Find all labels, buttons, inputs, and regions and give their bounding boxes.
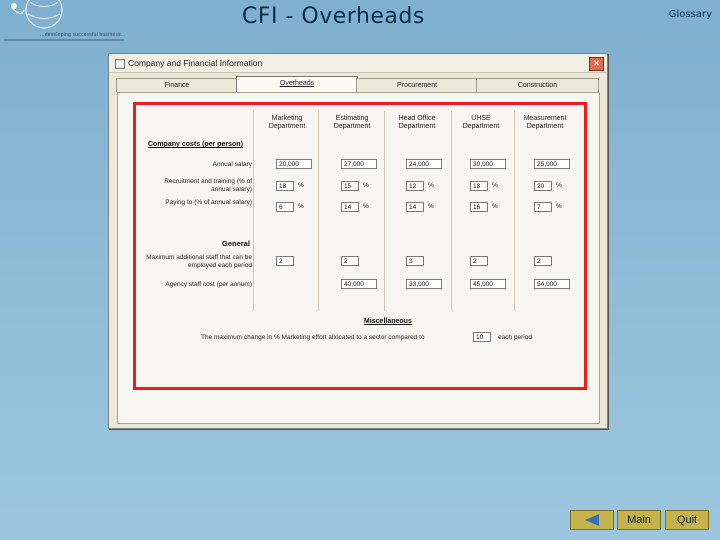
col-header-uhse: UHSE Department bbox=[462, 115, 500, 130]
col-header-measurement: Measurement Department bbox=[523, 115, 567, 130]
annual-salary-measurement[interactable]: 25,000 bbox=[534, 159, 570, 169]
col-header-estimating: Estimating Department bbox=[333, 115, 371, 130]
annual-salary-head-office[interactable]: 24,000 bbox=[406, 159, 442, 169]
agency-cost-uhse[interactable]: 45,000 bbox=[470, 279, 506, 289]
recruitment-marketing[interactable]: 18 bbox=[276, 181, 294, 191]
annual-salary-estimating[interactable]: 27,000 bbox=[341, 159, 377, 169]
agency-cost-head-office[interactable]: 33,000 bbox=[406, 279, 442, 289]
recruitment-uhse[interactable]: 18 bbox=[470, 181, 488, 191]
agency-cost-measurement[interactable]: 54,000 bbox=[534, 279, 570, 289]
percent-sign: % bbox=[492, 182, 498, 189]
percent-sign: % bbox=[428, 182, 434, 189]
recruitment-measurement[interactable]: 20 bbox=[534, 181, 552, 191]
max-staff-uhse[interactable]: 2 bbox=[470, 256, 488, 266]
column-divider bbox=[318, 111, 319, 311]
tab-finance[interactable]: Finance bbox=[116, 78, 238, 92]
percent-sign: % bbox=[428, 203, 434, 210]
max-staff-head-office[interactable]: 3 bbox=[406, 256, 424, 266]
window-icon bbox=[115, 59, 125, 69]
col-header-marketing: Marketing Department bbox=[268, 115, 306, 130]
company-costs-heading: Company costs (per person) bbox=[148, 141, 243, 148]
percent-sign: % bbox=[363, 182, 369, 189]
company-financial-dialog bbox=[108, 53, 608, 429]
recruitment-estimating[interactable]: 15 bbox=[341, 181, 359, 191]
column-divider bbox=[253, 111, 254, 311]
misc-change-input[interactable]: 10 bbox=[473, 332, 491, 342]
misc-suffix: each period bbox=[498, 334, 532, 341]
dialog-title: Company and Financial Information bbox=[128, 58, 263, 68]
recruitment-label: Recruitment and training (% of annual salary) bbox=[164, 178, 252, 193]
general-heading: General bbox=[222, 239, 250, 248]
agency-cost-estimating[interactable]: 40,000 bbox=[341, 279, 377, 289]
glossary-link[interactable]: Glossary bbox=[668, 9, 712, 20]
recruitment-head-office[interactable]: 12 bbox=[406, 181, 424, 191]
max-staff-marketing[interactable]: 2 bbox=[276, 256, 294, 266]
percent-sign: % bbox=[556, 182, 562, 189]
annual-salary-marketing[interactable]: 20,000 bbox=[276, 159, 312, 169]
paying-uhse[interactable]: 16 bbox=[470, 202, 488, 212]
paying-label: Paying to (% of annual salary) bbox=[165, 199, 252, 206]
percent-sign: % bbox=[363, 203, 369, 210]
paying-marketing[interactable]: 6 bbox=[276, 202, 294, 212]
dialog-titlebar bbox=[109, 54, 607, 73]
page-title: CFI - Overheads bbox=[242, 4, 425, 29]
annual-salary-label: Annual salary bbox=[212, 161, 252, 168]
paying-estimating[interactable]: 14 bbox=[341, 202, 359, 212]
tab-strip bbox=[116, 78, 598, 92]
overheads-panel bbox=[117, 92, 600, 424]
tab-construction[interactable]: Construction bbox=[476, 78, 599, 92]
annual-salary-uhse[interactable]: 30,000 bbox=[470, 159, 506, 169]
paying-measurement[interactable]: 7 bbox=[534, 202, 552, 212]
percent-sign: % bbox=[492, 203, 498, 210]
logo-tagline: ...developing successful business... bbox=[40, 32, 126, 38]
tab-overheads[interactable]: Overheads bbox=[236, 76, 358, 93]
max-staff-measurement[interactable]: 2 bbox=[534, 256, 552, 266]
tab-procurement[interactable]: Procurement bbox=[356, 78, 478, 92]
column-divider bbox=[451, 111, 452, 311]
arrow-left-icon bbox=[585, 514, 599, 526]
paying-head-office[interactable]: 14 bbox=[406, 202, 424, 212]
main-button[interactable]: Main bbox=[617, 510, 661, 530]
max-staff-estimating[interactable]: 2 bbox=[341, 256, 359, 266]
col-header-head-office: Head Office Department bbox=[398, 115, 436, 130]
close-button[interactable]: × bbox=[589, 57, 604, 71]
back-button[interactable] bbox=[570, 510, 614, 530]
column-divider bbox=[514, 111, 515, 311]
misc-heading: Miscellaneous bbox=[364, 318, 412, 325]
max-staff-label: Maximum additional staff that can be employed each period bbox=[146, 254, 252, 269]
highlight-box bbox=[133, 102, 587, 390]
percent-sign: % bbox=[298, 182, 304, 189]
quit-button[interactable]: Quit bbox=[665, 510, 709, 530]
misc-description: The maximum change in % Marketing effort allocated to a sector compared to bbox=[201, 334, 425, 341]
agency-cost-label: Agency staff cost (per annum) bbox=[165, 281, 252, 288]
percent-sign: % bbox=[298, 203, 304, 210]
percent-sign: % bbox=[556, 203, 562, 210]
column-divider bbox=[384, 111, 385, 311]
